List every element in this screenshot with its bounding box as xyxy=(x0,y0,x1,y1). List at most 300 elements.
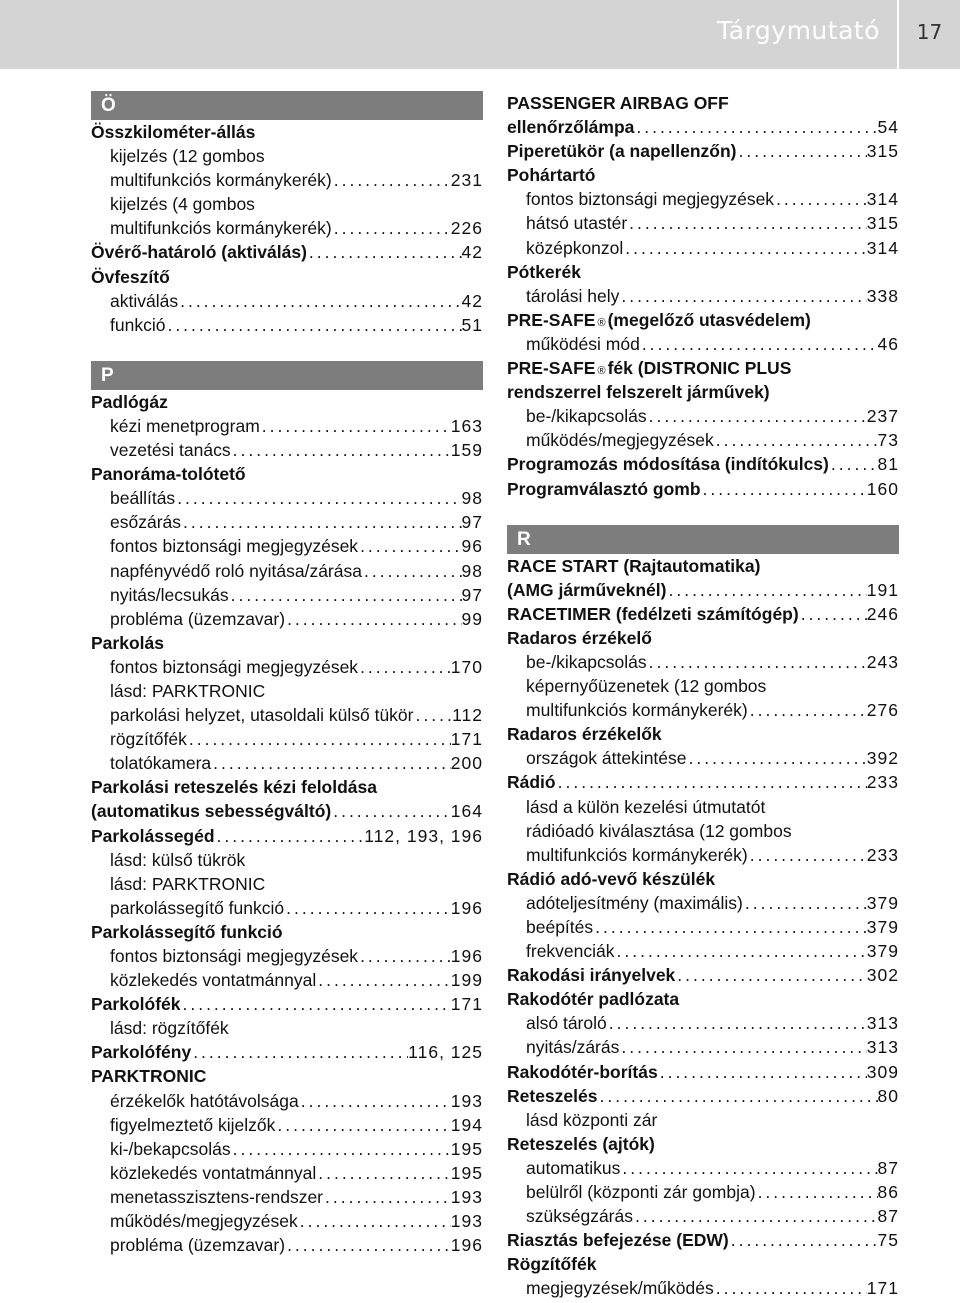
dot-leader xyxy=(701,477,867,501)
dot-leader xyxy=(687,746,867,770)
entry-text: Pótkerék xyxy=(507,261,581,282)
entry-text: tárolási hely xyxy=(526,285,620,306)
dot-leader xyxy=(298,1209,451,1233)
dot-leader xyxy=(165,313,461,337)
page-reference: 392 xyxy=(866,748,899,769)
index-entry xyxy=(507,578,899,602)
index-subentry xyxy=(507,1011,899,1035)
page-reference: 196 xyxy=(450,897,483,918)
page-reference: 73 xyxy=(877,430,899,451)
page-reference: 315 xyxy=(866,141,899,162)
index-entry xyxy=(507,1084,899,1108)
entry-text: szükségzárás xyxy=(526,1206,633,1227)
entry-text: Rádió xyxy=(507,772,556,793)
dot-leader xyxy=(714,428,878,452)
index-subentry xyxy=(91,534,483,558)
entry-text: kézi menetprogram xyxy=(110,415,260,436)
index-subentry xyxy=(91,1089,483,1113)
page-reference: 170 xyxy=(450,656,483,677)
entry-text: (AMG járműveknél) xyxy=(507,579,667,600)
entry-text: Rakodótér-borítás xyxy=(507,1061,658,1082)
page-reference: 96 xyxy=(461,536,483,557)
entry-text: középkonzol xyxy=(526,237,624,258)
page-reference: 313 xyxy=(866,1013,899,1034)
index-entry xyxy=(91,240,483,264)
page-reference: 314 xyxy=(866,189,899,210)
entry-text: figyelmeztető kijelzők xyxy=(110,1114,276,1135)
page-reference: 302 xyxy=(866,965,899,986)
index-subentry xyxy=(507,746,899,770)
index-entry: PRE-SAFE ® (megelőző utasvédelem) xyxy=(507,308,899,332)
index-subentry xyxy=(507,915,899,939)
index-entry xyxy=(507,477,899,501)
entry-text: rádióadó kiválasztása (12 gombos xyxy=(526,820,792,841)
index-subentry xyxy=(507,843,899,867)
entry-text: Padlógáz xyxy=(91,391,168,412)
dot-leader xyxy=(260,414,451,438)
page-reference: 246 xyxy=(866,603,899,624)
entry-text: parkolássegítő funkció xyxy=(110,897,285,918)
dot-leader xyxy=(414,703,453,727)
index-subentry xyxy=(91,1016,483,1040)
page-reference: 315 xyxy=(866,213,899,234)
index-subentry xyxy=(91,313,483,337)
right-index-column xyxy=(507,91,899,1301)
dot-leader xyxy=(284,896,451,920)
dot-leader xyxy=(619,284,866,308)
dot-leader xyxy=(275,1113,450,1137)
dot-leader xyxy=(316,1161,451,1185)
dot-leader xyxy=(181,510,462,534)
section-spacer xyxy=(507,501,899,525)
entry-text: Programozás módosítása (indítókulcs) xyxy=(507,454,829,475)
entry-text: multifunkciós kormánykerék) xyxy=(110,218,332,239)
entry-text: Rögzítőfék xyxy=(507,1254,597,1275)
entry-text: lásd: külső tükrök xyxy=(110,849,246,870)
page-reference: 171 xyxy=(450,994,483,1015)
dot-leader xyxy=(175,486,461,510)
index-subentry xyxy=(91,1137,483,1161)
index-subentry xyxy=(507,236,899,260)
page-reference: 233 xyxy=(866,772,899,793)
entry-text: multifunkciós kormánykerék) xyxy=(526,844,748,865)
index-subentry xyxy=(507,650,899,674)
page-header xyxy=(0,0,960,69)
dot-leader xyxy=(332,216,451,240)
page-reference: 200 xyxy=(450,753,483,774)
entry-text: Parkolássegéd xyxy=(91,825,215,846)
section-letter-heading: R xyxy=(507,525,899,554)
index-entry xyxy=(507,260,899,284)
index-subentry xyxy=(91,896,483,920)
page-reference: 46 xyxy=(877,333,899,354)
index-entry xyxy=(507,770,899,794)
page-reference: 116, 125 xyxy=(408,1042,483,1063)
index-entry xyxy=(507,452,899,476)
index-subentry xyxy=(507,891,899,915)
page-reference: 163 xyxy=(450,415,483,436)
dot-leader xyxy=(358,944,451,968)
entry-text: RACE START (Rajtautomatika) xyxy=(507,555,761,576)
index-entry xyxy=(507,987,899,1011)
page-reference: 193 xyxy=(450,1090,483,1111)
entry-text: nyitás/zárás xyxy=(526,1037,620,1058)
entry-text: lásd: PARKTRONIC xyxy=(110,680,266,701)
dot-leader xyxy=(634,115,877,139)
entry-text: országok áttekintése xyxy=(526,748,687,769)
dot-leader xyxy=(178,289,461,313)
dot-leader xyxy=(358,534,461,558)
section-letter-heading: Ö xyxy=(91,91,483,120)
index-subentry xyxy=(91,1233,483,1257)
dot-leader xyxy=(323,1185,451,1209)
entry-text: PASSENGER AIRBAG OFF xyxy=(507,93,729,113)
dot-leader xyxy=(191,1040,408,1064)
dot-leader xyxy=(658,1060,867,1084)
index-subentry xyxy=(507,211,899,235)
page-reference: 276 xyxy=(866,700,899,721)
entry-text: közlekedés vontatmánnyal xyxy=(110,970,317,991)
entry-text: közlekedés vontatmánnyal xyxy=(110,1162,317,1183)
entry-text: PRE-SAFE xyxy=(507,309,596,330)
entry-text: hátsó utastér xyxy=(526,213,628,234)
entry-text: megjegyzések/működés xyxy=(526,1278,714,1299)
page-reference: 233 xyxy=(866,844,899,865)
entry-text: ki-/bekapcsolás xyxy=(110,1138,231,1159)
entry-text: probléma (üzemzavar) xyxy=(110,1235,286,1256)
entry-text: beállítás xyxy=(110,488,176,509)
index-entry xyxy=(507,1228,899,1252)
entry-text-continued: fék (DISTRONIC PLUS xyxy=(607,358,792,379)
entry-text: Panoráma-tolótető xyxy=(91,464,246,485)
entry-text: multifunkciós kormánykerék) xyxy=(110,170,332,191)
index-entry xyxy=(507,91,899,115)
index-subentry xyxy=(91,751,483,775)
entry-text: működés/megjegyzések xyxy=(526,430,714,451)
index-subentry xyxy=(507,698,899,722)
page-reference: 193 xyxy=(450,1211,483,1232)
entry-text: Pohártartó xyxy=(507,165,596,186)
entry-text: lásd központi zár xyxy=(526,1109,658,1130)
dot-leader xyxy=(299,1089,451,1113)
left-index-column xyxy=(91,91,483,1257)
index-entry xyxy=(507,554,899,578)
dot-leader xyxy=(358,655,451,679)
entry-text: funkció xyxy=(110,314,166,335)
section-spacer xyxy=(91,337,483,361)
entry-text: kijelzés (12 gombos xyxy=(110,146,265,167)
page-reference: 195 xyxy=(450,1138,483,1159)
index-subentry xyxy=(91,655,483,679)
index-entry xyxy=(507,139,899,163)
entry-text: Reteszelés xyxy=(507,1085,598,1106)
page-reference: 309 xyxy=(866,1061,899,1082)
entry-text: Parkolási reteszelés kézi feloldása xyxy=(91,777,377,798)
page-reference: 87 xyxy=(877,1206,899,1227)
entry-text: alsó tároló xyxy=(526,1013,607,1034)
entry-text: fontos biztonsági megjegyzések xyxy=(526,189,775,210)
page-reference: 191 xyxy=(866,579,899,600)
entry-text: Riasztás befejezése (EDW) xyxy=(507,1230,729,1251)
index-entry xyxy=(91,1064,483,1088)
dot-leader xyxy=(620,1156,877,1180)
entry-text: be-/kikapcsolás xyxy=(526,651,647,672)
index-subentry xyxy=(91,486,483,510)
entry-text: Összkilométer-állás xyxy=(91,122,256,142)
entry-text: Parkolófék xyxy=(91,994,181,1015)
entry-text: Rakodótér padlózata xyxy=(507,989,680,1010)
index-subentry xyxy=(507,819,899,843)
index-subentry xyxy=(91,289,483,313)
index-subentry xyxy=(91,872,483,896)
page-reference: 97 xyxy=(461,584,483,605)
index-entry: PRE-SAFE ® fék (DISTRONIC PLUS xyxy=(507,356,899,380)
page-reference: 86 xyxy=(877,1182,899,1203)
index-entry xyxy=(91,265,483,289)
dot-leader xyxy=(285,607,461,631)
entry-text: probléma (üzemzavar) xyxy=(110,608,286,629)
page-reference: 99 xyxy=(461,608,483,629)
entry-text: működés/megjegyzések xyxy=(110,1211,298,1232)
entry-text: tolatókamera xyxy=(110,753,212,774)
index-entry xyxy=(91,799,483,823)
index-entry xyxy=(91,775,483,799)
entry-text: Rádió adó-vevő készülék xyxy=(507,868,716,889)
dot-leader xyxy=(316,968,451,992)
dot-leader xyxy=(675,963,867,987)
page-reference: 231 xyxy=(450,170,483,191)
entry-text: Reteszelés (ajtók) xyxy=(507,1133,655,1154)
page-reference: 199 xyxy=(450,970,483,991)
page-reference: 379 xyxy=(866,892,899,913)
page-reference: 81 xyxy=(877,454,899,475)
index-subentry xyxy=(507,1180,899,1204)
index-subentry xyxy=(91,607,483,631)
page-reference: 243 xyxy=(866,651,899,672)
dot-leader xyxy=(729,1228,878,1252)
index-entry xyxy=(507,1132,899,1156)
page-reference: 338 xyxy=(866,285,899,306)
index-entry xyxy=(507,867,899,891)
entry-text: Programválasztó gomb xyxy=(507,478,701,499)
page-reference: 160 xyxy=(866,478,899,499)
dot-leader xyxy=(362,559,462,583)
dot-leader xyxy=(619,1035,866,1059)
index-subentry xyxy=(91,968,483,992)
index-subentry xyxy=(91,438,483,462)
page-reference: 159 xyxy=(450,440,483,461)
entry-text: frekvenciák xyxy=(526,941,615,962)
entry-text: Radaros érzékelők xyxy=(507,724,662,745)
index-subentry xyxy=(91,1161,483,1185)
page-reference: 379 xyxy=(866,941,899,962)
dot-leader xyxy=(633,1204,878,1228)
page-reference: 195 xyxy=(450,1162,483,1183)
dot-leader xyxy=(627,211,867,235)
index-subentry xyxy=(507,1276,899,1300)
index-entry xyxy=(507,722,899,746)
index-subentry xyxy=(91,848,483,872)
index-subentry xyxy=(507,795,899,819)
page-reference: 313 xyxy=(866,1037,899,1058)
index-entry xyxy=(507,163,899,187)
dot-leader xyxy=(799,602,867,626)
index-subentry xyxy=(91,559,483,583)
entry-text: menetasszisztens-rendszer xyxy=(110,1186,323,1207)
dot-leader xyxy=(180,992,450,1016)
page-reference: 237 xyxy=(866,406,899,427)
entry-text: Piperetükör (a napellenzőn) xyxy=(507,141,737,162)
index-subentry xyxy=(91,727,483,751)
entry-text: adóteljesítmény (maximális) xyxy=(526,892,743,913)
entry-text: (automatikus sebességváltó) xyxy=(91,801,332,822)
index-entry xyxy=(507,602,899,626)
dot-leader xyxy=(736,139,866,163)
page-reference: 87 xyxy=(877,1157,899,1178)
index-subentry xyxy=(507,674,899,698)
index-entry xyxy=(507,1252,899,1276)
dot-leader xyxy=(774,187,867,211)
index-entry xyxy=(91,120,483,144)
entry-text-continued: (megelőző utasvédelem) xyxy=(607,309,811,330)
index-subentry xyxy=(91,703,483,727)
page-reference: 194 xyxy=(450,1114,483,1135)
entry-text: parkolási helyzet, utasoldali külső tükör xyxy=(110,705,414,726)
entry-text: RACETIMER (fedélzeti számítógép) xyxy=(507,603,799,624)
entry-text: aktiválás xyxy=(110,290,179,311)
entry-text: nyitás/lecsukás xyxy=(110,584,229,605)
entry-text: automatikus xyxy=(526,1157,621,1178)
page-reference: 98 xyxy=(461,488,483,509)
entry-text: működési mód xyxy=(526,333,640,354)
page-reference: 171 xyxy=(866,1278,899,1299)
page-title: Tárgymutató xyxy=(717,16,880,45)
entry-text: Övérő-határoló (aktiválás) xyxy=(91,242,307,263)
dot-leader xyxy=(829,452,878,476)
entry-text: PARKTRONIC xyxy=(91,1066,207,1087)
dot-leader xyxy=(607,1011,867,1035)
index-subentry xyxy=(507,1204,899,1228)
entry-text: vezetési tanács xyxy=(110,440,231,461)
index-subentry xyxy=(91,1113,483,1137)
index-subentry xyxy=(91,944,483,968)
page-reference: 75 xyxy=(877,1230,899,1251)
section-letter-heading: P xyxy=(91,361,483,390)
entry-text: esőzárás xyxy=(110,512,182,533)
entry-text: fontos biztonsági megjegyzések xyxy=(110,656,359,677)
dot-leader xyxy=(743,891,867,915)
index-entry xyxy=(91,631,483,655)
entry-text: lásd: PARKTRONIC xyxy=(110,873,266,894)
index-subentry xyxy=(507,404,899,428)
entry-text: napfényvédő roló nyitása/zárása xyxy=(110,560,362,581)
dot-leader xyxy=(666,578,866,602)
entry-text: Radaros érzékelő xyxy=(507,627,652,648)
index-entry xyxy=(91,992,483,1016)
index-subentry xyxy=(91,1209,483,1233)
page-reference: 42 xyxy=(461,290,483,311)
index-entry xyxy=(91,1040,483,1064)
index-subentry xyxy=(91,1185,483,1209)
index-entry xyxy=(507,626,899,650)
page-reference: 51 xyxy=(461,314,483,335)
index-subentry xyxy=(91,583,483,607)
index-subentry xyxy=(507,1035,899,1059)
entry-text: fontos biztonsági megjegyzések xyxy=(110,946,359,966)
dot-leader xyxy=(285,1233,451,1257)
index-entry xyxy=(507,380,899,404)
index-subentry xyxy=(507,332,899,356)
entry-text: Parkolás xyxy=(91,632,164,653)
entry-text: lásd a külön kezelési útmutatót xyxy=(526,796,766,817)
dot-leader xyxy=(597,1084,877,1108)
index-entry xyxy=(507,1060,899,1084)
index-subentry xyxy=(507,939,899,963)
entry-text: lásd: rögzítőfék xyxy=(110,1018,229,1039)
index-subentry xyxy=(507,1108,899,1132)
dot-leader xyxy=(714,1276,867,1300)
entry-text: beépítés xyxy=(526,917,594,937)
entry-text: belülről (központi zár gombja) xyxy=(526,1182,756,1203)
index-subentry xyxy=(91,144,483,168)
dot-leader xyxy=(215,824,365,848)
dot-leader xyxy=(593,915,867,939)
index-entry xyxy=(91,390,483,414)
entry-text: PRE-SAFE xyxy=(507,358,596,379)
dot-leader xyxy=(187,727,451,751)
page-reference: 164 xyxy=(450,801,483,822)
dot-leader xyxy=(331,799,451,823)
index-entry xyxy=(507,963,899,987)
page-reference: 97 xyxy=(461,512,483,533)
page-reference: 98 xyxy=(461,560,483,581)
page-reference: 42 xyxy=(461,242,483,263)
index-entry xyxy=(91,824,483,848)
dot-leader xyxy=(307,240,462,264)
entry-text: fontos biztonsági megjegyzések xyxy=(110,536,359,557)
dot-leader xyxy=(748,843,867,867)
dot-leader xyxy=(615,939,867,963)
entry-text: kijelzés (4 gombos xyxy=(110,194,255,215)
index-subentry xyxy=(91,216,483,240)
dot-leader xyxy=(231,1137,451,1161)
dot-leader xyxy=(229,583,462,607)
page-reference: 379 xyxy=(866,917,899,937)
index-entry xyxy=(91,462,483,486)
index-subentry xyxy=(507,284,899,308)
entry-text: Övfeszítő xyxy=(91,266,170,287)
page-reference: 80 xyxy=(877,1085,899,1106)
entry-text: multifunkciós kormánykerék) xyxy=(526,700,748,721)
index-subentry xyxy=(91,414,483,438)
entry-text: ellenőrzőlámpa xyxy=(507,117,635,138)
dot-leader xyxy=(231,438,451,462)
page-reference: 112, 193, 196 xyxy=(364,825,483,846)
index-subentry xyxy=(91,510,483,534)
entry-text: képernyőüzenetek (12 gombos xyxy=(526,676,767,697)
dot-leader xyxy=(748,698,867,722)
index-entry xyxy=(507,115,899,139)
index-subentry xyxy=(91,168,483,192)
page-reference: 193 xyxy=(450,1186,483,1207)
dot-leader xyxy=(211,751,451,775)
entry-text: érzékelők hatótávolsága xyxy=(110,1090,299,1111)
entry-text: Rakodási irányelvek xyxy=(507,965,676,986)
dot-leader xyxy=(556,770,867,794)
index-subentry xyxy=(507,187,899,211)
page-reference: 196 xyxy=(450,946,483,966)
page-reference: 171 xyxy=(450,729,483,750)
